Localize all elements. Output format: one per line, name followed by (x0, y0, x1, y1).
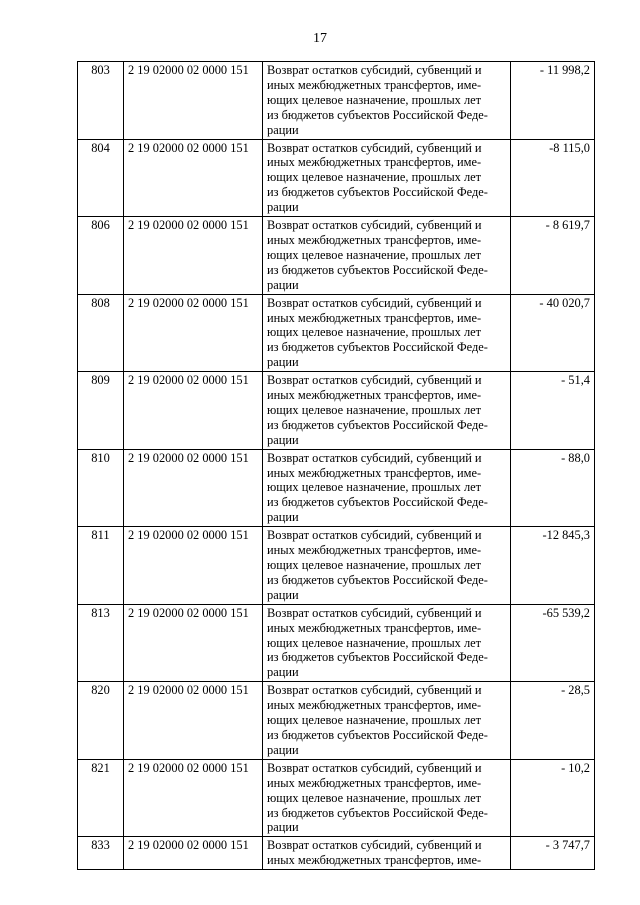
table-row (78, 449, 595, 527)
revenue-name-cell (263, 372, 511, 450)
agency-code-cell: 833 (78, 837, 124, 870)
revenue-name-line: иных межбюджетных трансфертов, име- (267, 155, 482, 170)
revenue-name-line: иных межбюджетных трансфертов, име- (267, 310, 482, 325)
revenue-name-line: рации (267, 820, 299, 835)
revenue-name-line: Возврат остатков субсидий, субвенций и (267, 295, 482, 310)
revenue-name-line: из бюджетов субъектов Российской Феде- (267, 107, 488, 122)
amount-cell: - 40 020,7 (511, 294, 595, 372)
revenue-name-line: Возврат остатков субсидий, субвенций и (267, 140, 482, 155)
revenue-name-line: ющих целевое назначение, прошлых лет (267, 480, 482, 495)
amount-cell: - 10,2 (511, 759, 595, 837)
revenue-name-line: рации (267, 355, 299, 370)
page-number: 17 (313, 31, 327, 46)
revenue-name-line: из бюджетов субъектов Российской Феде- (267, 572, 488, 587)
revenue-name-line: рации (267, 665, 299, 680)
budget-code-cell: 2 19 02000 02 0000 151 (124, 527, 263, 605)
agency-code-cell: 806 (78, 217, 124, 295)
budget-code-cell: 2 19 02000 02 0000 151 (124, 62, 263, 140)
amount-cell: -65 539,2 (511, 604, 595, 682)
revenue-name-line: рации (267, 510, 299, 525)
revenue-name-cell (263, 759, 511, 837)
revenue-name-line: из бюджетов субъектов Российской Феде- (267, 417, 488, 432)
revenue-name-line: из бюджетов субъектов Российской Феде- (267, 262, 488, 277)
revenue-name-line: ющих целевое назначение, прошлых лет (267, 558, 482, 572)
revenue-name-line: Возврат остатков субсидий, субвенций и (267, 450, 482, 465)
revenue-name-line: рации (267, 200, 299, 215)
revenue-name-line: из бюджетов субъектов Российской Феде- (267, 650, 488, 665)
budget-code-cell: 2 19 02000 02 0000 151 (124, 139, 263, 217)
agency-code-cell: 810 (78, 449, 124, 527)
revenue-name-line: Возврат остатков субсидий, субвенций и (267, 528, 482, 543)
agency-code-cell: 820 (78, 682, 124, 760)
revenue-name-line: из бюджетов субъектов Российской Феде- (267, 805, 488, 820)
revenue-name-line: Возврат остатков субсидий, субвенций и (267, 373, 482, 388)
amount-cell: -12 845,3 (511, 527, 595, 605)
revenue-name-line: рации (267, 122, 299, 137)
revenue-name-line: рации (267, 432, 299, 447)
revenue-name-line: ющих целевое назначение, прошлых лет (267, 170, 482, 185)
agency-code-cell: 813 (78, 604, 124, 682)
revenue-name-line: ющих целевое назначение, прошлых лет (267, 713, 482, 728)
amount-cell: - 3 747,7 (511, 837, 595, 870)
agency-code-cell: 804 (78, 139, 124, 217)
budget-table-body (78, 62, 595, 870)
amount-cell: - 28,5 (511, 682, 595, 760)
revenue-name-line: иных межбюджетных трансфертов, име- (267, 620, 482, 635)
amount-cell: - 88,0 (511, 449, 595, 527)
table-row (78, 294, 595, 372)
revenue-name-line: иных межбюджетных трансфертов, име- (267, 853, 482, 868)
revenue-name-line: ющих целевое назначение, прошлых лет (267, 635, 482, 650)
table-row (78, 372, 595, 450)
agency-code-cell: 811 (78, 527, 124, 605)
revenue-name-line: иных межбюджетных трансфертов, име- (267, 698, 482, 713)
table-row (78, 62, 595, 140)
revenue-name-line: Возврат остатков субсидий, субвенций и (267, 63, 482, 77)
revenue-name-cell (263, 837, 511, 870)
revenue-name-line: рации (267, 277, 299, 292)
revenue-name-cell (263, 449, 511, 527)
revenue-name-cell (263, 682, 511, 760)
table-row (78, 527, 595, 605)
revenue-name-line: Возврат остатков субсидий, субвенций и (267, 683, 482, 698)
revenue-name-cell (263, 294, 511, 372)
revenue-name-cell (263, 604, 511, 682)
revenue-name-line: Возврат остатков субсидий, субвенций и (267, 605, 482, 620)
revenue-name-line: иных межбюджетных трансфертов, име- (267, 775, 482, 790)
revenue-name-line: из бюджетов субъектов Российской Феде- (267, 495, 488, 510)
budget-code-cell: 2 19 02000 02 0000 151 (124, 449, 263, 527)
revenue-name-line: иных межбюджетных трансфертов, име- (267, 388, 482, 403)
revenue-name-line: рации (267, 742, 299, 757)
revenue-name-line: иных межбюджетных трансфертов, име- (267, 232, 482, 247)
table-row (78, 837, 595, 870)
revenue-name-cell (263, 217, 511, 295)
revenue-name-line: иных межбюджетных трансфертов, име- (267, 543, 482, 558)
budget-code-cell: 2 19 02000 02 0000 151 (124, 217, 263, 295)
revenue-name-line: ющих целевое назначение, прошлых лет (267, 790, 482, 805)
table-row (78, 682, 595, 760)
revenue-name-line: ющих целевое назначение, прошлых лет (267, 247, 482, 262)
budget-code-cell: 2 19 02000 02 0000 151 (124, 372, 263, 450)
budget-code-cell: 2 19 02000 02 0000 151 (124, 604, 263, 682)
agency-code-cell: 809 (78, 372, 124, 450)
revenue-name-line: иных межбюджетных трансфертов, име- (267, 77, 482, 92)
revenue-name-line: рации (267, 587, 299, 602)
budget-code-cell: 2 19 02000 02 0000 151 (124, 759, 263, 837)
table-row (78, 759, 595, 837)
revenue-name-line: ющих целевое назначение, прошлых лет (267, 92, 482, 107)
revenue-name-line: ющих целевое назначение, прошлых лет (267, 402, 482, 417)
table-row (78, 604, 595, 682)
budget-table (77, 61, 595, 870)
revenue-name-line: Возврат остатков субсидий, субвенций и (267, 760, 482, 775)
revenue-name-line: из бюджетов субъектов Российской Феде- (267, 185, 488, 200)
table-row (78, 139, 595, 217)
revenue-name-line: Возврат остатков субсидий, субвенций и (267, 218, 482, 233)
amount-cell: -8 115,0 (511, 139, 595, 217)
revenue-name-line: из бюджетов субъектов Российской Феде- (267, 727, 488, 742)
amount-cell: - 51,4 (511, 372, 595, 450)
amount-cell: - 8 619,7 (511, 217, 595, 295)
revenue-name-line: иных межбюджетных трансфертов, име- (267, 465, 482, 480)
revenue-name-cell (263, 139, 511, 217)
agency-code-cell: 803 (78, 62, 124, 140)
budget-code-cell: 2 19 02000 02 0000 151 (124, 682, 263, 760)
revenue-name-line: из бюджетов субъектов Российской Феде- (267, 340, 488, 355)
budget-code-cell: 2 19 02000 02 0000 151 (124, 294, 263, 372)
revenue-name-cell (263, 527, 511, 605)
table-row (78, 217, 595, 295)
revenue-name-line: ющих целевое назначение, прошлых лет (267, 325, 482, 340)
revenue-name-cell (263, 62, 511, 140)
budget-code-cell: 2 19 02000 02 0000 151 (124, 837, 263, 870)
amount-cell: - 11 998,2 (511, 62, 595, 140)
revenue-name-line: Возврат остатков субсидий, субвенций и (267, 838, 482, 853)
agency-code-cell: 821 (78, 759, 124, 837)
agency-code-cell: 808 (78, 294, 124, 372)
